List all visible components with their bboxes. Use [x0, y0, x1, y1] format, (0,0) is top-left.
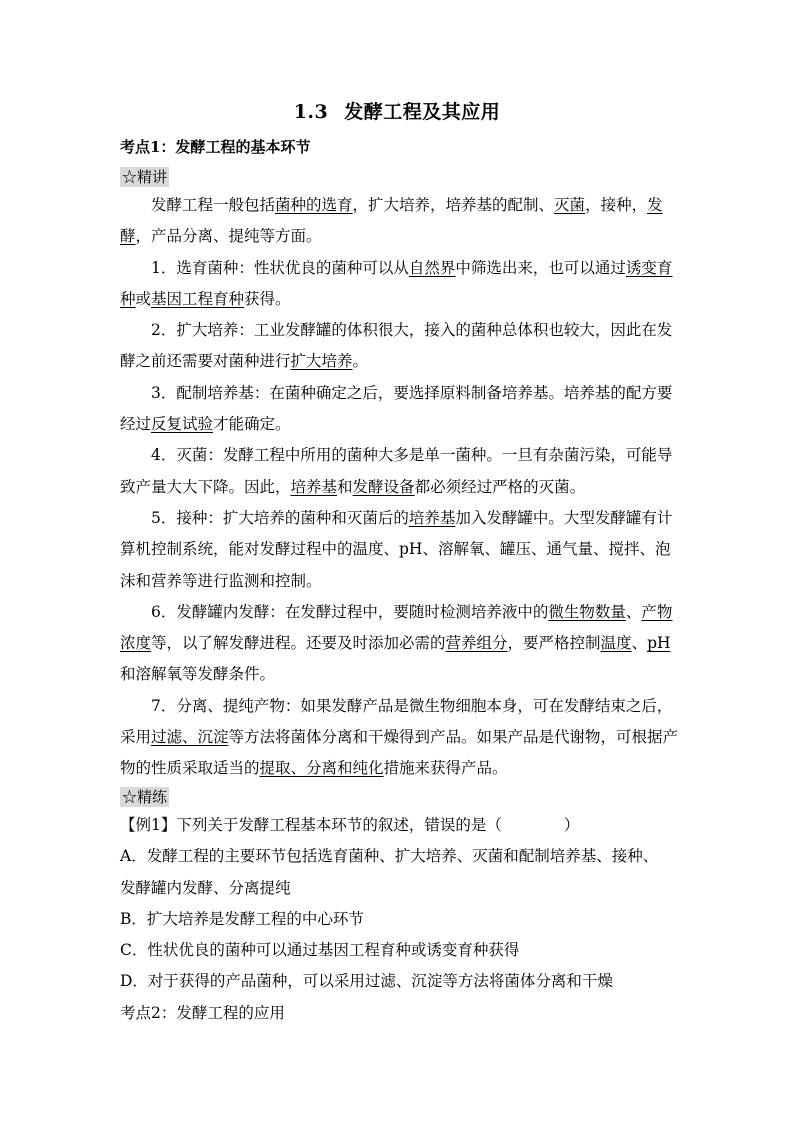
- section-number: 1.3: [293, 101, 329, 123]
- option-a-line2: 发酵罐内发酵、分离提纯: [120, 878, 291, 897]
- step2-paragraph: 2．扩大培养：工业发酵罐的体积很大，接入的菌种总体积也较大，因此在发酵之前还需要对菌种进行扩大培养。: [120, 321, 673, 371]
- knowledge-section: [120, 190, 680, 785]
- step5-paragraph: 5．接种：扩大培养的菌种和灭菌后的培养基加入发酵罐中。大型发酵罐有计算机控制系统，能对发酵过程中的温度、pH、溶解氧、罐压、通气量、搅拌、泡沫和营养等进行监测和控制。: [120, 508, 673, 590]
- point1-heading: 考点1：发酵工程的基本环节: [120, 138, 311, 156]
- jingjiang-tag: ☆精讲: [122, 168, 168, 186]
- option-c: C．性状优良的菌种可以通过基因工程育种或诱变育种获得: [120, 941, 520, 960]
- page-title: [0, 97, 794, 124]
- point2-heading: 考点2：发酵工程的应用: [120, 1004, 285, 1022]
- question-stem: 【例1】下列关于发酵工程基本环节的叙述，错误的是（ ）: [120, 816, 580, 834]
- section-title: 发酵工程及其应用: [344, 101, 501, 123]
- step3-paragraph: 3．配制培养基：在菌种确定之后，要选择原料制备培养基。培养基的配方要经过反复试验才能确定。: [120, 383, 673, 434]
- step7-paragraph: 7．分离、提纯产物：如果发酵产品是微生物细胞本身，可在发酵结束之后，采用过滤、沉淀等方法将菌体分离和干燥得到产品。如果产品是代谢物，可根据产物的性质采取适当的提取、分离和纯化措施来获得产品。: [120, 696, 679, 778]
- jinglian-tag: ☆精练: [122, 788, 168, 806]
- intro-paragraph: 发酵工程一般包括菌种的选育，扩大培养，培养基的配制、灭菌，接种，发酵，产品分离、提纯等方面。: [120, 196, 663, 246]
- option-b: B．扩大培养是发酵工程的中心环节: [120, 909, 364, 928]
- step1-paragraph: 1．选育菌种：性状优良的菌种可以从自然界中筛选出来，也可以通过诱变育种或基因工程育种获得。: [120, 258, 673, 308]
- example-question: [120, 810, 680, 998]
- step6-paragraph: 6．发酵罐内发酵：在发酵过程中，要随时检测培养液中的微生物数量、产物浓度等，以了解发酵进程。还要及时添加必需的营养组分，要严格控制温度、pH和溶解氧等发酵条件。: [120, 602, 673, 684]
- option-d: D．对于获得的产品菌种，可以采用过滤、沉淀等方法将菌体分离和干燥: [120, 972, 613, 991]
- option-a-line1: A．发酵工程的主要环节包括选育菌种、扩大培养、灭菌和配制培养基、接种、: [120, 847, 659, 866]
- step4-paragraph: 4．灭菌：发酵工程中所用的菌种大多是单一菌种。一旦有杂菌污染，可能导致产量大大下降。因此，培养基和发酵设备都必须经过严格的灭菌。: [120, 446, 673, 496]
